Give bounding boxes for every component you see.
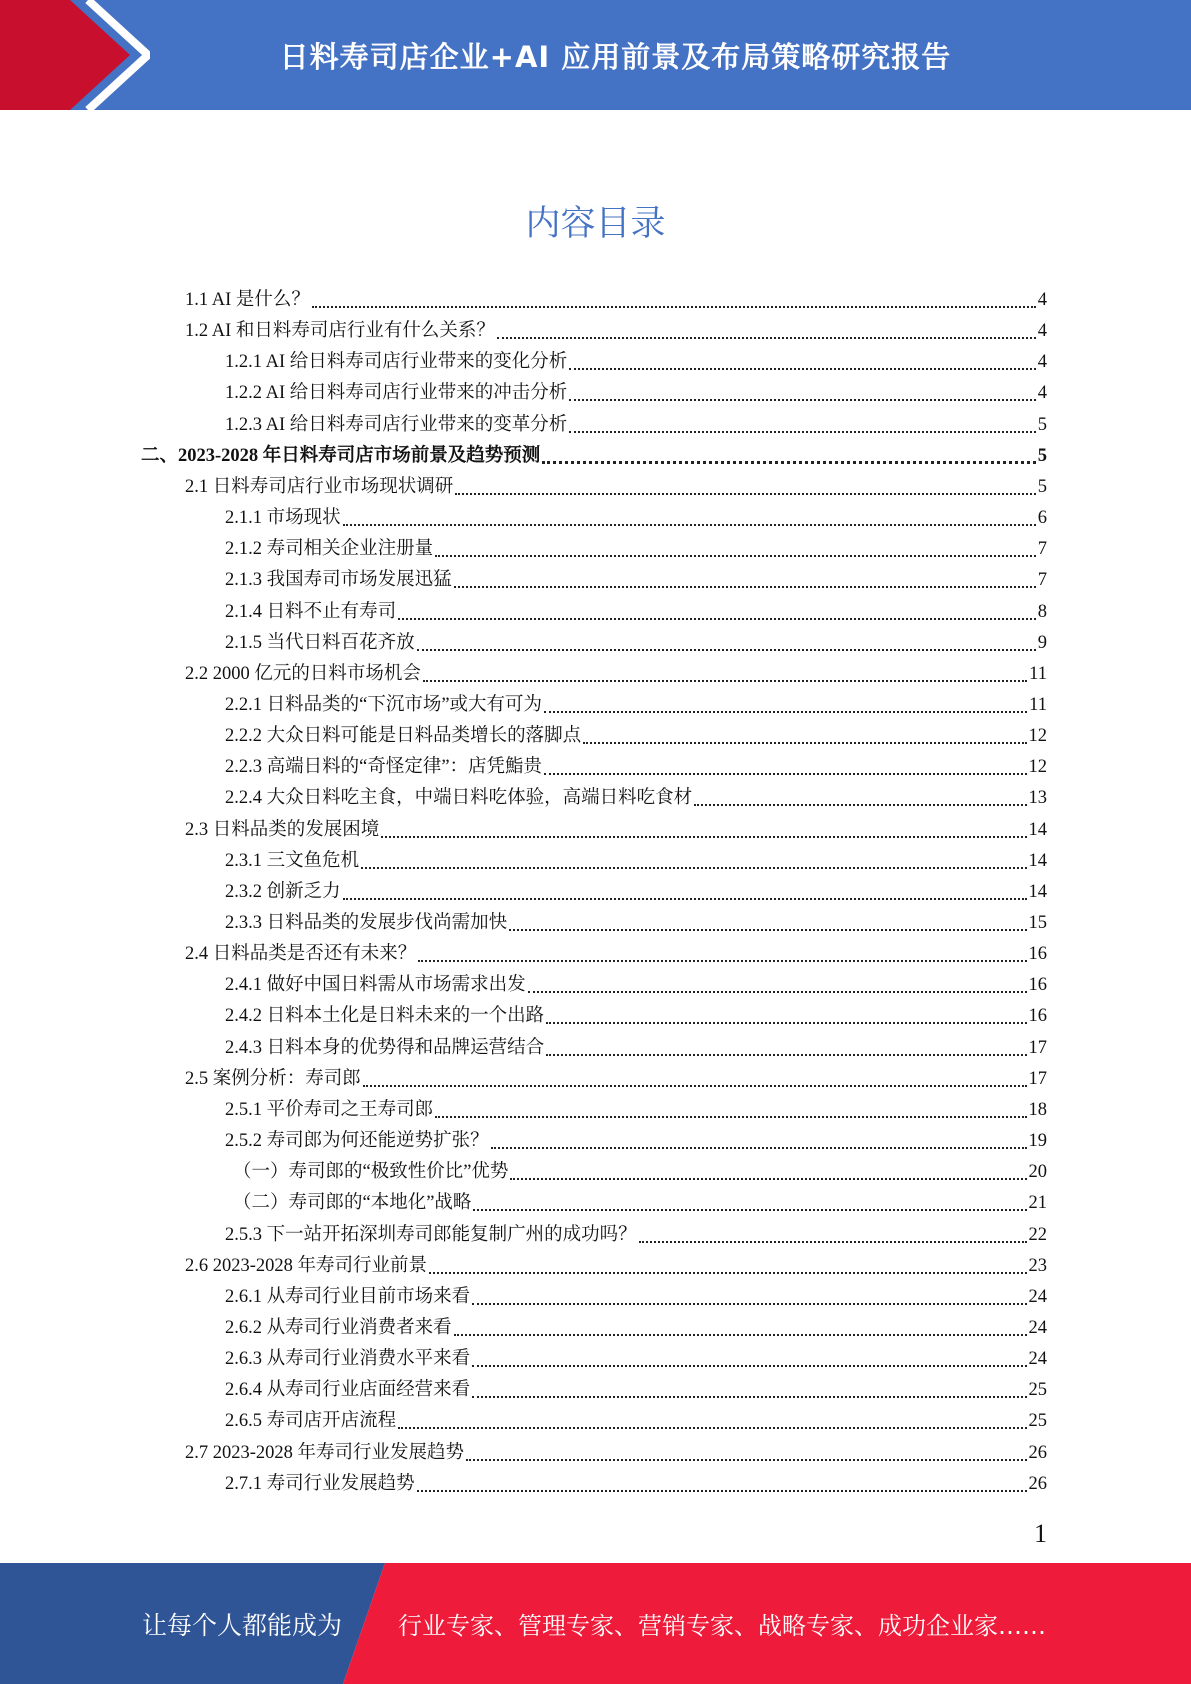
toc-leader-dots	[473, 1209, 1026, 1211]
toc-entry[interactable]	[185, 472, 1047, 503]
toc-leader-dots	[466, 1459, 1026, 1461]
toc-entry[interactable]	[225, 597, 1047, 628]
toc-entry[interactable]	[233, 1157, 1047, 1188]
toc-entry-page: 5	[1037, 446, 1047, 466]
toc-entry-page: 7	[1037, 539, 1047, 559]
toc-entry-page: 12	[1028, 726, 1047, 746]
toc-entry-label: 2.6.3 从寿司行业消费水平来看	[225, 1349, 471, 1369]
toc-leader-dots	[454, 586, 1036, 588]
toc-entry-page: 25	[1028, 1411, 1047, 1431]
toc-entry-page: 26	[1028, 1474, 1047, 1494]
toc-entry-page: 8	[1037, 602, 1047, 622]
toc-leader-dots	[510, 1178, 1026, 1180]
footer-banner	[0, 1563, 1191, 1684]
toc-entry[interactable]	[225, 877, 1047, 908]
toc-entry-label: 二、2023-2028 年日料寿司店市场前景及趋势预测	[141, 446, 541, 466]
toc-leader-dots	[546, 1022, 1026, 1024]
toc-entry-label: 2.1.4 日料不止有寿司	[225, 602, 397, 622]
toc-leader-dots	[343, 524, 1036, 526]
toc-entry-page: 15	[1028, 913, 1047, 933]
toc-entry-page: 13	[1028, 788, 1047, 808]
toc-entry-label: 2.3 日料品类的发展困境	[185, 820, 380, 840]
toc-entry-label: 2.4 日料品类是否还有未来？	[185, 944, 417, 964]
toc-entry-page: 25	[1028, 1380, 1047, 1400]
toc-entry-page: 4	[1037, 352, 1047, 372]
toc-leader-dots	[361, 867, 1026, 869]
toc-entry[interactable]	[225, 970, 1047, 1001]
toc-entry-page: 4	[1037, 383, 1047, 403]
toc-entry[interactable]	[225, 534, 1047, 565]
toc-entry-page: 16	[1028, 944, 1047, 964]
toc-entry[interactable]	[225, 378, 1047, 409]
toc-entry-page: 9	[1037, 633, 1047, 653]
report-title: 日料寿司店企业+AI 应用前景及布局策略研究报告	[279, 39, 952, 74]
toc-entry-page: 21	[1028, 1193, 1047, 1213]
toc-leader-dots	[418, 960, 1026, 962]
toc-entry[interactable]	[225, 690, 1047, 721]
toc-entry[interactable]	[225, 1001, 1047, 1032]
toc-leader-dots	[363, 1085, 1027, 1087]
toc-leader-dots	[381, 836, 1026, 838]
toc-entry[interactable]	[185, 1064, 1047, 1095]
toc-leader-dots	[528, 991, 1027, 993]
toc-entry-label: 2.1.5 当代日料百花齐放	[225, 633, 415, 653]
toc-entry[interactable]	[225, 1344, 1047, 1375]
toc-entry[interactable]	[225, 410, 1047, 441]
toc-leader-dots	[417, 1490, 1027, 1492]
page-number: 1	[1034, 1519, 1047, 1548]
toc-entry[interactable]	[225, 347, 1047, 378]
toc-entry-page: 5	[1037, 477, 1047, 497]
toc-leader-dots	[546, 1054, 1026, 1056]
toc-entry-page: 16	[1028, 1006, 1047, 1026]
toc-entry-page: 14	[1028, 851, 1047, 871]
toc-entry-label: 2.5.1 平价寿司之王寿司郎	[225, 1100, 434, 1120]
toc-leader-dots	[472, 1303, 1026, 1305]
toc-entry-label: 2.2.2 大众日料可能是日料品类增长的落脚点	[225, 726, 582, 746]
toc-leader-dots	[569, 431, 1035, 433]
toc-entry[interactable]	[185, 316, 1047, 347]
toc-leader-dots	[569, 399, 1035, 401]
toc-entry[interactable]	[233, 1188, 1047, 1219]
toc-entry-label: 2.2.4 大众日料吃主食，中端日料吃体验，高端日料吃食材	[225, 788, 693, 808]
toc-entry-label: 2.2.3 高端日料的“奇怪定律”：店凭鮨贵	[225, 757, 543, 777]
toc-entry[interactable]	[225, 1313, 1047, 1344]
toc-entry-label: 2.6.1 从寿司行业目前市场来看	[225, 1287, 471, 1307]
toc-entry-page: 14	[1028, 882, 1047, 902]
toc-entry[interactable]	[225, 908, 1047, 939]
toc-entry-page: 24	[1028, 1287, 1047, 1307]
toc-entry-page: 24	[1028, 1318, 1047, 1338]
toc-entry-label: 2.1.1 市场现状	[225, 508, 341, 528]
toc-leader-dots	[583, 742, 1026, 744]
toc-entry-label: 2.4.2 日料本土化是日料未来的一个出路	[225, 1006, 545, 1026]
toc-entry-label: 2.1.3 我国寿司市场发展迅猛	[225, 570, 452, 590]
toc-leader-dots	[509, 929, 1026, 931]
toc-entry-page: 17	[1028, 1038, 1047, 1058]
toc-entry-page: 6	[1037, 508, 1047, 528]
toc-entry-page: 4	[1037, 290, 1047, 310]
toc-entry-label: 2.4.3 日料本身的优势得和品牌运营结合	[225, 1038, 545, 1058]
toc-entry-page: 4	[1037, 321, 1047, 341]
footer-slogan-right: 行业专家、管理专家、营销专家、战略专家、成功企业家……	[398, 1612, 1046, 1640]
toc-entry-page: 5	[1037, 415, 1047, 435]
toc-entry[interactable]	[185, 1438, 1047, 1469]
toc-entry-page: 23	[1028, 1256, 1047, 1276]
toc-entry-label: 2.5 案例分析：寿司郎	[185, 1069, 361, 1089]
toc-entry-label: 2.5.2 寿司郎为何还能逆势扩张？	[225, 1131, 489, 1151]
toc-entry-label: 2.2.1 日料品类的“下沉市场”或大有可为	[225, 695, 543, 715]
footer-slogan-left: 让每个人都能成为	[142, 1610, 343, 1640]
toc-entry[interactable]	[225, 628, 1047, 659]
toc-entry[interactable]	[225, 721, 1047, 752]
toc-entry-page: 26	[1028, 1443, 1047, 1463]
toc-entry-page: 16	[1028, 975, 1047, 995]
toc-entry-page: 11	[1029, 695, 1047, 715]
toc-leader-dots	[491, 1147, 1027, 1149]
toc-entry-label: 1.1 AI 是什么？	[185, 290, 310, 310]
header-arrow-decoration	[0, 0, 150, 110]
toc-entry-label: 2.3.3 日料品类的发展步伐尚需加快	[225, 913, 508, 933]
toc-leader-dots	[454, 1334, 1027, 1336]
toc-entry[interactable]	[185, 1251, 1047, 1282]
toc-entry-label: 2.7.1 寿司行业发展趋势	[225, 1474, 415, 1494]
toc-entry-page: 19	[1028, 1131, 1047, 1151]
toc-leader-dots	[639, 1241, 1027, 1243]
toc-entry-label: 2.3.2 创新乏力	[225, 882, 341, 902]
toc-entry-label: （二）寿司郎的“本地化”战略	[233, 1193, 472, 1213]
toc-entry-label: 2.2 2000 亿元的日料市场机会	[185, 664, 421, 684]
toc-heading: 内容目录	[525, 204, 666, 244]
toc-entry[interactable]	[185, 659, 1047, 690]
toc-entry-label: 2.6.4 从寿司行业店面经营来看	[225, 1380, 471, 1400]
toc-entry-label: （一）寿司郎的“极致性价比”优势	[233, 1162, 509, 1182]
toc-entry[interactable]	[185, 815, 1047, 846]
toc-leader-dots	[398, 618, 1036, 620]
toc-entry-page: 18	[1028, 1100, 1047, 1120]
toc-entry[interactable]	[225, 1220, 1047, 1251]
toc-leader-dots	[398, 1427, 1026, 1429]
toc-leader-dots	[542, 461, 1035, 464]
toc-entry[interactable]	[225, 752, 1047, 783]
toc-entry[interactable]	[225, 1406, 1047, 1437]
toc-entry[interactable]	[225, 783, 1047, 814]
toc-leader-dots	[472, 1396, 1026, 1398]
toc-entry-label: 1.2.2 AI 给日料寿司店行业带来的冲击分析	[225, 383, 568, 403]
toc-entry-label: 1.2.3 AI 给日料寿司店行业带来的变革分析	[225, 415, 568, 435]
toc-entry-label: 2.4.1 做好中国日料需从市场需求出发	[225, 975, 526, 995]
toc-entry[interactable]	[185, 939, 1047, 970]
toc-entry[interactable]	[225, 1095, 1047, 1126]
toc-leader-dots	[694, 804, 1026, 806]
toc-entry-label: 2.6 2023-2028 年寿司行业前景	[185, 1256, 428, 1276]
toc-leader-dots	[544, 711, 1027, 713]
toc-entry-label: 2.1.2 寿司相关企业注册量	[225, 539, 434, 559]
toc-entry-label: 2.6.2 从寿司行业消费者来看	[225, 1318, 452, 1338]
toc-entry-label: 1.2 AI 和日料寿司店行业有什么关系？	[185, 321, 495, 341]
toc-entry-label: 2.1 日料寿司店行业市场现状调研	[185, 477, 454, 497]
toc-entry-page: 24	[1028, 1349, 1047, 1369]
toc-entry-label: 2.6.5 寿司店开店流程	[225, 1411, 397, 1431]
toc-leader-dots	[429, 1272, 1026, 1274]
toc-leader-dots	[312, 306, 1036, 308]
toc-leader-dots	[544, 773, 1026, 775]
toc-entry[interactable]	[225, 1282, 1047, 1313]
toc-entry-page: 11	[1029, 664, 1047, 684]
toc-entry[interactable]	[225, 503, 1047, 534]
toc-leader-dots	[435, 1116, 1026, 1118]
header-banner	[0, 0, 1191, 110]
toc-entry-page: 17	[1028, 1069, 1047, 1089]
toc-leader-dots	[497, 337, 1036, 339]
toc-leader-dots	[455, 493, 1035, 495]
toc-entry[interactable]	[225, 1033, 1047, 1064]
toc-leader-dots	[423, 680, 1027, 682]
toc-entry-label: 1.2.1 AI 给日料寿司店行业带来的变化分析	[225, 352, 568, 372]
toc-leader-dots	[343, 898, 1027, 900]
toc-leader-dots	[569, 368, 1035, 370]
toc-entry-label: 2.3.1 三文鱼危机	[225, 851, 360, 871]
toc-entry-page: 12	[1028, 757, 1047, 777]
toc-entry[interactable]	[141, 441, 1047, 472]
toc-entry-page: 22	[1028, 1225, 1047, 1245]
toc-leader-dots	[472, 1365, 1026, 1367]
toc-entry[interactable]	[225, 846, 1047, 877]
toc-entry[interactable]	[225, 1375, 1047, 1406]
toc-entry-label: 2.5.3 下一站开拓深圳寿司郎能复制广州的成功吗？	[225, 1225, 637, 1245]
toc-entry-label: 2.7 2023-2028 年寿司行业发展趋势	[185, 1443, 465, 1463]
toc-entry-page: 7	[1037, 570, 1047, 590]
toc-entry[interactable]	[225, 1126, 1047, 1157]
toc-entry[interactable]	[185, 285, 1047, 316]
toc-leader-dots	[417, 649, 1036, 651]
toc-entry-page: 14	[1028, 820, 1047, 840]
toc-entry-page: 20	[1028, 1162, 1047, 1182]
toc-leader-dots	[435, 555, 1036, 557]
toc-entry[interactable]	[225, 1469, 1047, 1500]
toc-entry[interactable]	[225, 565, 1047, 596]
